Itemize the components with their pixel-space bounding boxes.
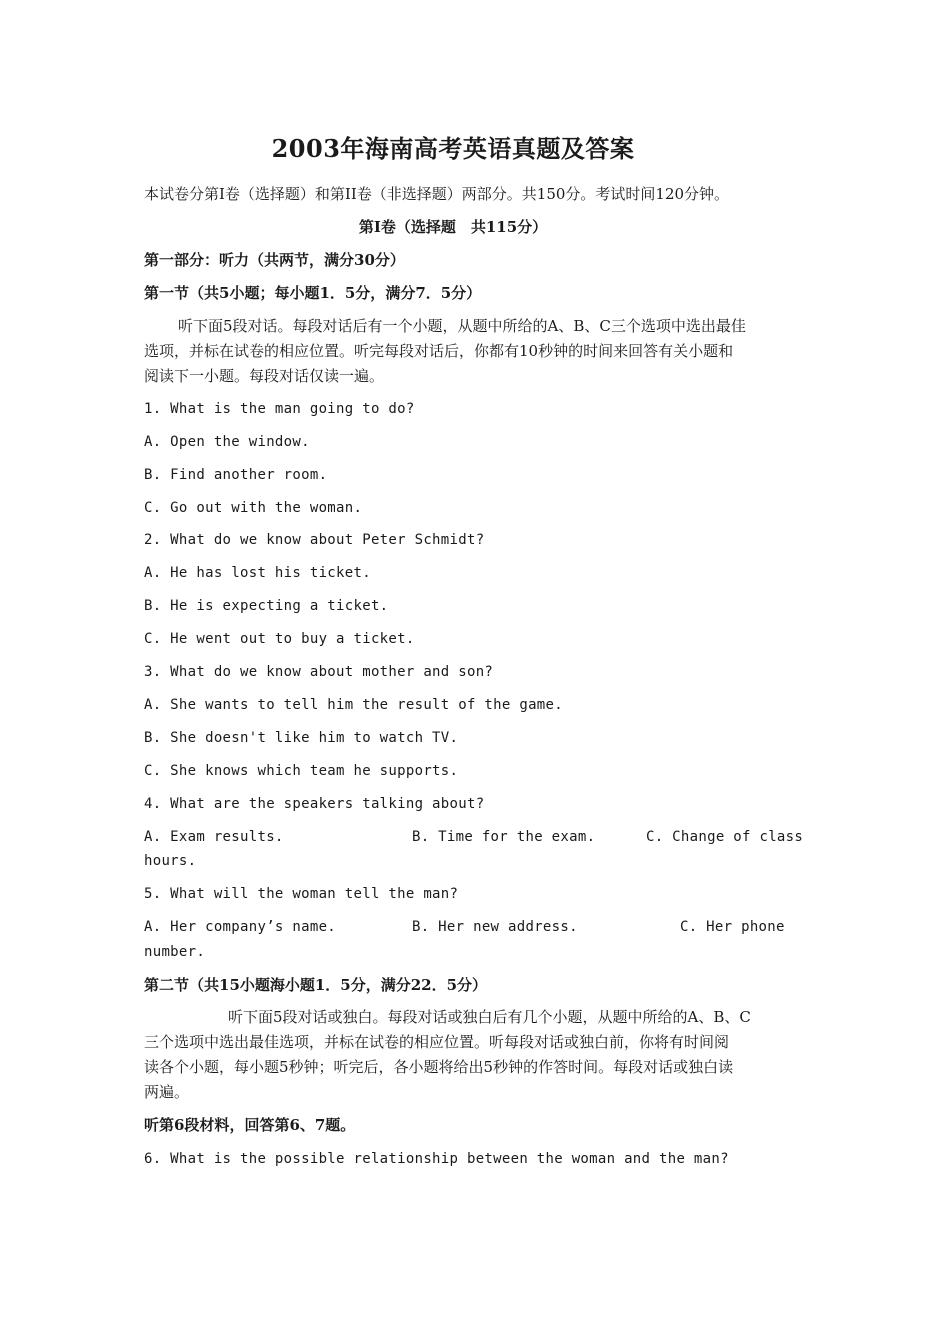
question-1-option-b: B. Find another room. [144,467,328,483]
section2-instructions-line2: 三个选项中选出最佳选项，并标在试卷的相应位置。听每段对话或独白前，你将有时间阅 [144,1033,730,1051]
question-5-option-c-continued: number. [144,944,206,960]
question-5-option-c: C. Her phone [680,919,785,935]
question-4-stem: 4. What are the speakers talking about? [144,796,485,812]
section2-heading: 第二节（共15小题海小题1．5分，满分22．5分） [144,976,488,994]
section1-instructions-line1: 听下面5段对话。每段对话后有一个小题，从题中所给的A、B、C三个选项中选出最佳 [178,317,746,335]
question-3-option-c: C. She knows which team he supports. [144,763,459,779]
question-2-option-a: A. He has lost his ticket. [144,565,371,581]
question-4-option-c: C. Change of class [646,829,804,845]
question-6-stem: 6. What is the possible relationship between the woman and the man? [144,1151,729,1167]
question-5-option-b: B. Her new address. [412,919,578,935]
exam-intro: 本试卷分第Ⅰ卷（选择题）和第II卷（非选择题）两部分。共150分。考试时间120分钟。 [144,185,730,203]
question-2-option-b: B. He is expecting a ticket. [144,598,389,614]
question-4-option-b: B. Time for the exam. [412,829,596,845]
question-1-option-c: C. Go out with the woman. [144,500,363,516]
volume-heading: 第Ⅰ卷（选择题 共115分） [358,218,548,236]
section1-instructions-line3: 阅读下一小题。每段对话仅读一遍。 [144,367,385,385]
question-2-stem: 2. What do we know about Peter Schmidt? [144,532,485,548]
question-2-option-c: C. He went out to buy a ticket. [144,631,415,647]
section2-instructions-line4: 两遍。 [144,1083,190,1101]
question-3-option-b: B. She doesn't like him to watch TV. [144,730,459,746]
question-5-stem: 5. What will the woman tell the man? [144,886,459,902]
question-5-option-a: A. Her company’s name. [144,919,337,935]
question-1-option-a: A. Open the window. [144,434,310,450]
question-4-option-a: A. Exam results. [144,829,284,845]
part1-heading: 第一部分：听力（共两节，满分30分） [144,251,405,269]
section1-instructions-line2: 选项，并标在试卷的相应位置。听完每段对话后，你都有10秒钟的时间来回答有关小题和 [144,342,734,360]
question-3-option-a: A. She wants to tell him the result of the game. [144,697,563,713]
page-title: 2003年海南高考英语真题及答案 [271,134,635,163]
section1-heading: 第一节（共5小题；每小题1．5分，满分7．5分） [144,284,482,302]
section2-instructions-line1: 听下面5段对话或独白。每段对话或独白后有几个小题，从题中所给的A、B、C [228,1008,751,1026]
question-4-option-c-continued: hours. [144,853,197,869]
question-3-stem: 3. What do we know about mother and son? [144,664,494,680]
section2-instructions-line3: 读各个小题，每小题5秒钟；听完后，各小题将给出5秒钟的作答时间。每段对话或独白读 [144,1058,734,1076]
material-6-heading: 听第6段材料，回答第6、7题。 [144,1116,356,1134]
question-1-stem: 1. What is the man going to do? [144,401,415,417]
